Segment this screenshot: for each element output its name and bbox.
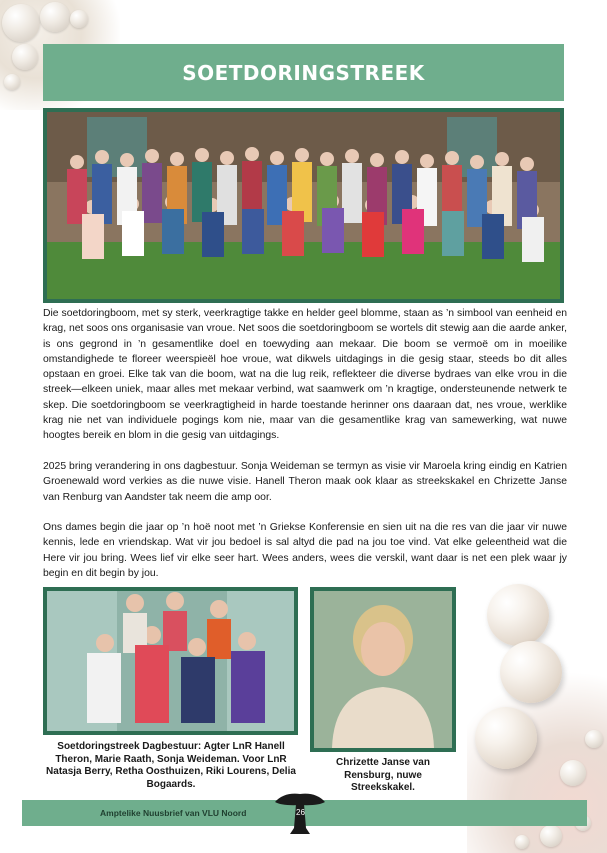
pearl-cluster-decoration [12,44,38,70]
pearl-cluster-decoration [540,825,562,847]
group-photo-caption: Soetdoringstreek Dagbestuur: Agter LnR Hanell Theron, Marie Raath, Sonja Weideman. Voor LnR Natasja Berry, Retha Oosthuizen, Riki Lourens, Delia Bogaards. [46,741,296,790]
portrait-photo-scene [314,591,452,748]
committee-photo-scene [47,591,294,731]
pearl-cluster-decoration [40,2,70,32]
group-photo-scene [47,112,560,299]
pearl-cluster-decoration [585,730,603,748]
article-body [43,306,567,597]
pearl-cluster-decoration [560,760,586,786]
page-title: SOETDORINGSTREEK [182,60,425,85]
pearl-decoration [487,584,549,646]
pearl-decoration [500,641,562,703]
committee-photo [43,587,298,735]
paragraph-1: Die soetdoringboom, met sy sterk, veerkragtige takke en helder geel blomme, staan as ’n simbool van eenheid en krag, net soos ons organisasie van vroue. Net soos die soetdoringboom se wortels dit stewig aan die aarde anker, is ons gegrond in ’n gesamentlike doel en toewyding aan mekaar. Die boom se vermoë om in moeilike omstandighede te floreer weerspieël hoe vroue, wat dikwels uitdagings in die gesig staar, steeds bo dit alles opstaan en groei. Elke tak van die boom, wat na die lug reik, reflekteer die diverse bydraes van elke vrou in die streek—elkeen uniek, maar alles met mekaar verbind, wat saamwerk om ’n kragtige, ondersteunende netwerk te skep. Die soetdoringboom se veerkragtigheid in harde toestande herinner ons daaraan dat, nes vroue, werklike krag nie net van individuele pogings kom nie, maar van die gesamentlike krag van samewerking, wat nuwe hoogtes bereik en blom in die gesig van uitdagings. [43,308,567,442]
title-banner [43,44,564,101]
pearl-cluster-decoration [4,74,20,90]
portrait-caption: Chrizette Janse van Rensburg, nuwe Streekskakel. [336,757,430,794]
page-number: 26 [296,808,305,817]
group-photo-main [43,108,564,303]
pearl-cluster-decoration [2,4,40,42]
pearl-decoration [475,707,537,769]
footer-publication: Amptelike Nuusbrief van VLU Noord [100,808,247,818]
paragraph-3: Ons dames begin die jaar op ’n hoë noot met ’n Griekse Konferensie en sien uit na die res van die jaar vir nuwe kennis, lede en vriendskap. Wat vir jou bedoel is sal altyd die pad na jou toe vind. Vat elke geleentheid wat die Here vir jou bring. Wees lief vir elke seer hart. Wees anders, wees die verskil, want daar is net een plek waar jy begin en dit begin by jou. [43,522,567,580]
paragraph-2: 2025 bring verandering in ons dagbestuur. Sonja Weideman se termyn as visie vir Maroela kring eindig en Katrien Groenewald word verkies as die nuwe visie. Hanell Theron maak ook klaar as streekskakel en Chrizette Janse van Renburg van Aandster tak neem die amp oor. [43,460,567,503]
pearl-cluster-decoration [70,10,88,28]
portrait-photo [310,587,456,752]
pearl-cluster-decoration [515,835,529,849]
